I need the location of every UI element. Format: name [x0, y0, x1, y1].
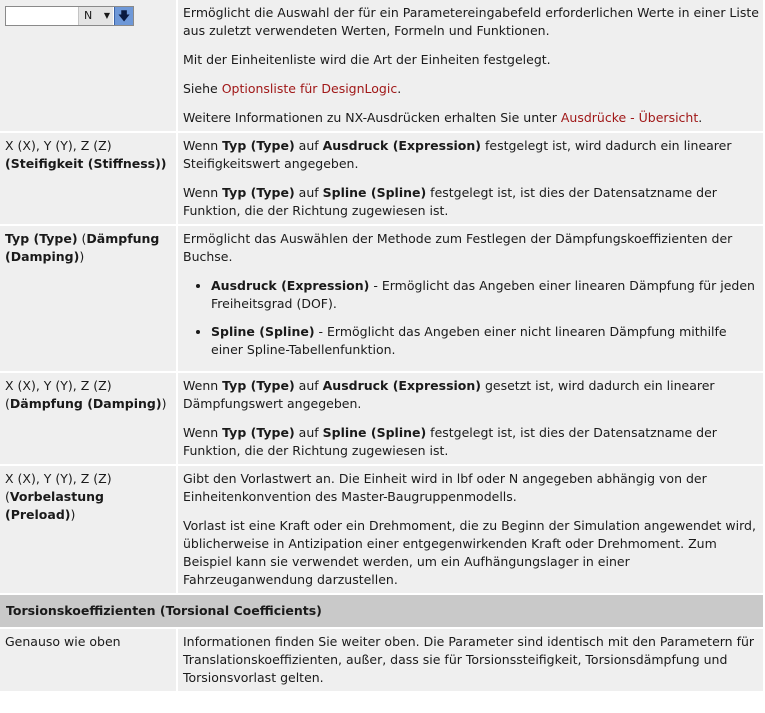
paragraph: Weitere Informationen zu NX-Ausdrücken erhalten Sie unter Ausdrücke - Übersicht. — [183, 110, 703, 125]
paragraph: Wenn Typ (Type) auf Ausdruck (Expression) gesetzt ist, wird dadurch ein linearer Dämpfungswert angegeben. — [183, 378, 715, 411]
description-cell — [178, 226, 765, 373]
parameter-name-cell: X (X), Y (Y), Z (Z) (Steifigkeit (Stiffness)) — [0, 133, 178, 226]
table-row — [0, 466, 765, 595]
description-cell — [178, 133, 765, 226]
value-input[interactable] — [6, 7, 79, 25]
paragraph: Ermöglicht das Auswählen der Methode zum Festlegen der Dämpfungskoeffizienten der Buchse. — [183, 231, 733, 264]
expressions-overview-link[interactable]: Ausdrücke - Übersicht — [560, 110, 699, 125]
paragraph: Wenn Typ (Type) auf Ausdruck (Expression) festgelegt ist, wird dadurch ein linearer Steifigkeitswert angegeben. — [183, 138, 732, 171]
arrow-down-button[interactable] — [114, 7, 133, 25]
unit-dropdown[interactable] — [79, 7, 113, 25]
section-title: Torsionskoeffizienten (Torsional Coefficients) — [0, 595, 765, 629]
parameter-name-cell: Genauso wie oben — [0, 629, 178, 693]
table-row — [0, 629, 765, 693]
paragraph: Informationen finden Sie weiter oben. Die Parameter sind identisch mit den Parametern für Translationskoeffizienten, außer, dass sie für Torsionssteifigkeit, Torsionsdämpfung und Torsionsvorlast gelten. — [183, 634, 755, 685]
paragraph: Ermöglicht die Auswahl der für ein Parametereingabefeld erforderlichen Werte in einer Liste aus zuletzt verwendeten Werten, Formeln und Funktionen. — [183, 5, 759, 38]
chevron-down-icon: ▼ — [103, 11, 110, 20]
description-cell — [178, 0, 765, 133]
description-cell — [178, 373, 765, 466]
table-row — [0, 0, 765, 133]
expression-unit-widget — [5, 6, 134, 26]
table-row — [0, 373, 765, 466]
paragraph: Siehe Optionsliste für DesignLogic. — [183, 81, 402, 96]
paragraph: Wenn Typ (Type) auf Spline (Spline) festgelegt ist, ist dies der Datensatzname der Funktion, die der Richtung zugewiesen ist. — [183, 185, 717, 218]
option-list — [183, 277, 759, 359]
table-row — [0, 226, 765, 373]
table-row — [0, 133, 765, 226]
parameter-name-cell: Typ (Type) (Dämpfung (Damping)) — [0, 226, 178, 373]
paragraph: Mit der Einheitenliste wird die Art der Einheiten festgelegt. — [183, 52, 551, 67]
parameter-name-cell: X (X), Y (Y), Z (Z) (Dämpfung (Damping)) — [0, 373, 178, 466]
list-item: • Spline (Spline) - Ermöglicht das Angeben einer nicht linearen Dämpfung mithilfe einer Spline-Tabellenfunktion. — [211, 323, 759, 359]
paragraph: Vorlast ist eine Kraft oder ein Drehmoment, die zu Beginn der Simulation angewendet wird, üblicherweise in Antizipation einer entgegenwirkenden Kraft oder Drehmoment. Zum Beispiel kann sie verwendet werden, um ein Aufhängungslager in einer Fahrzeuganwendung darzustellen. — [183, 518, 756, 587]
unit-value: N — [84, 9, 93, 22]
paragraph: Wenn Typ (Type) auf Spline (Spline) festgelegt ist, ist dies der Datensatzname der Funktion, die der Richtung zugewiesen ist. — [183, 425, 717, 458]
parameter-name-cell: X (X), Y (Y), Z (Z) (Vorbelastung (Preload)) — [0, 466, 178, 595]
designlogic-options-link[interactable]: Optionsliste für DesignLogic — [221, 81, 398, 96]
paragraph: Gibt den Vorlastwert an. Die Einheit wird in lbf oder N angegeben abhängig von der Einheitenkonvention des Master-Baugruppenmodells. — [183, 471, 707, 504]
list-item: • Ausdruck (Expression) - Ermöglicht das Angeben einer linearen Dämpfung für jeden Freiheitsgrad (DOF). — [211, 277, 759, 313]
unit-widget-cell — [0, 0, 178, 133]
section-header-row — [0, 595, 765, 629]
description-cell — [178, 466, 765, 595]
description-cell — [178, 629, 765, 693]
arrow-down-icon: 🡇 — [117, 9, 131, 23]
